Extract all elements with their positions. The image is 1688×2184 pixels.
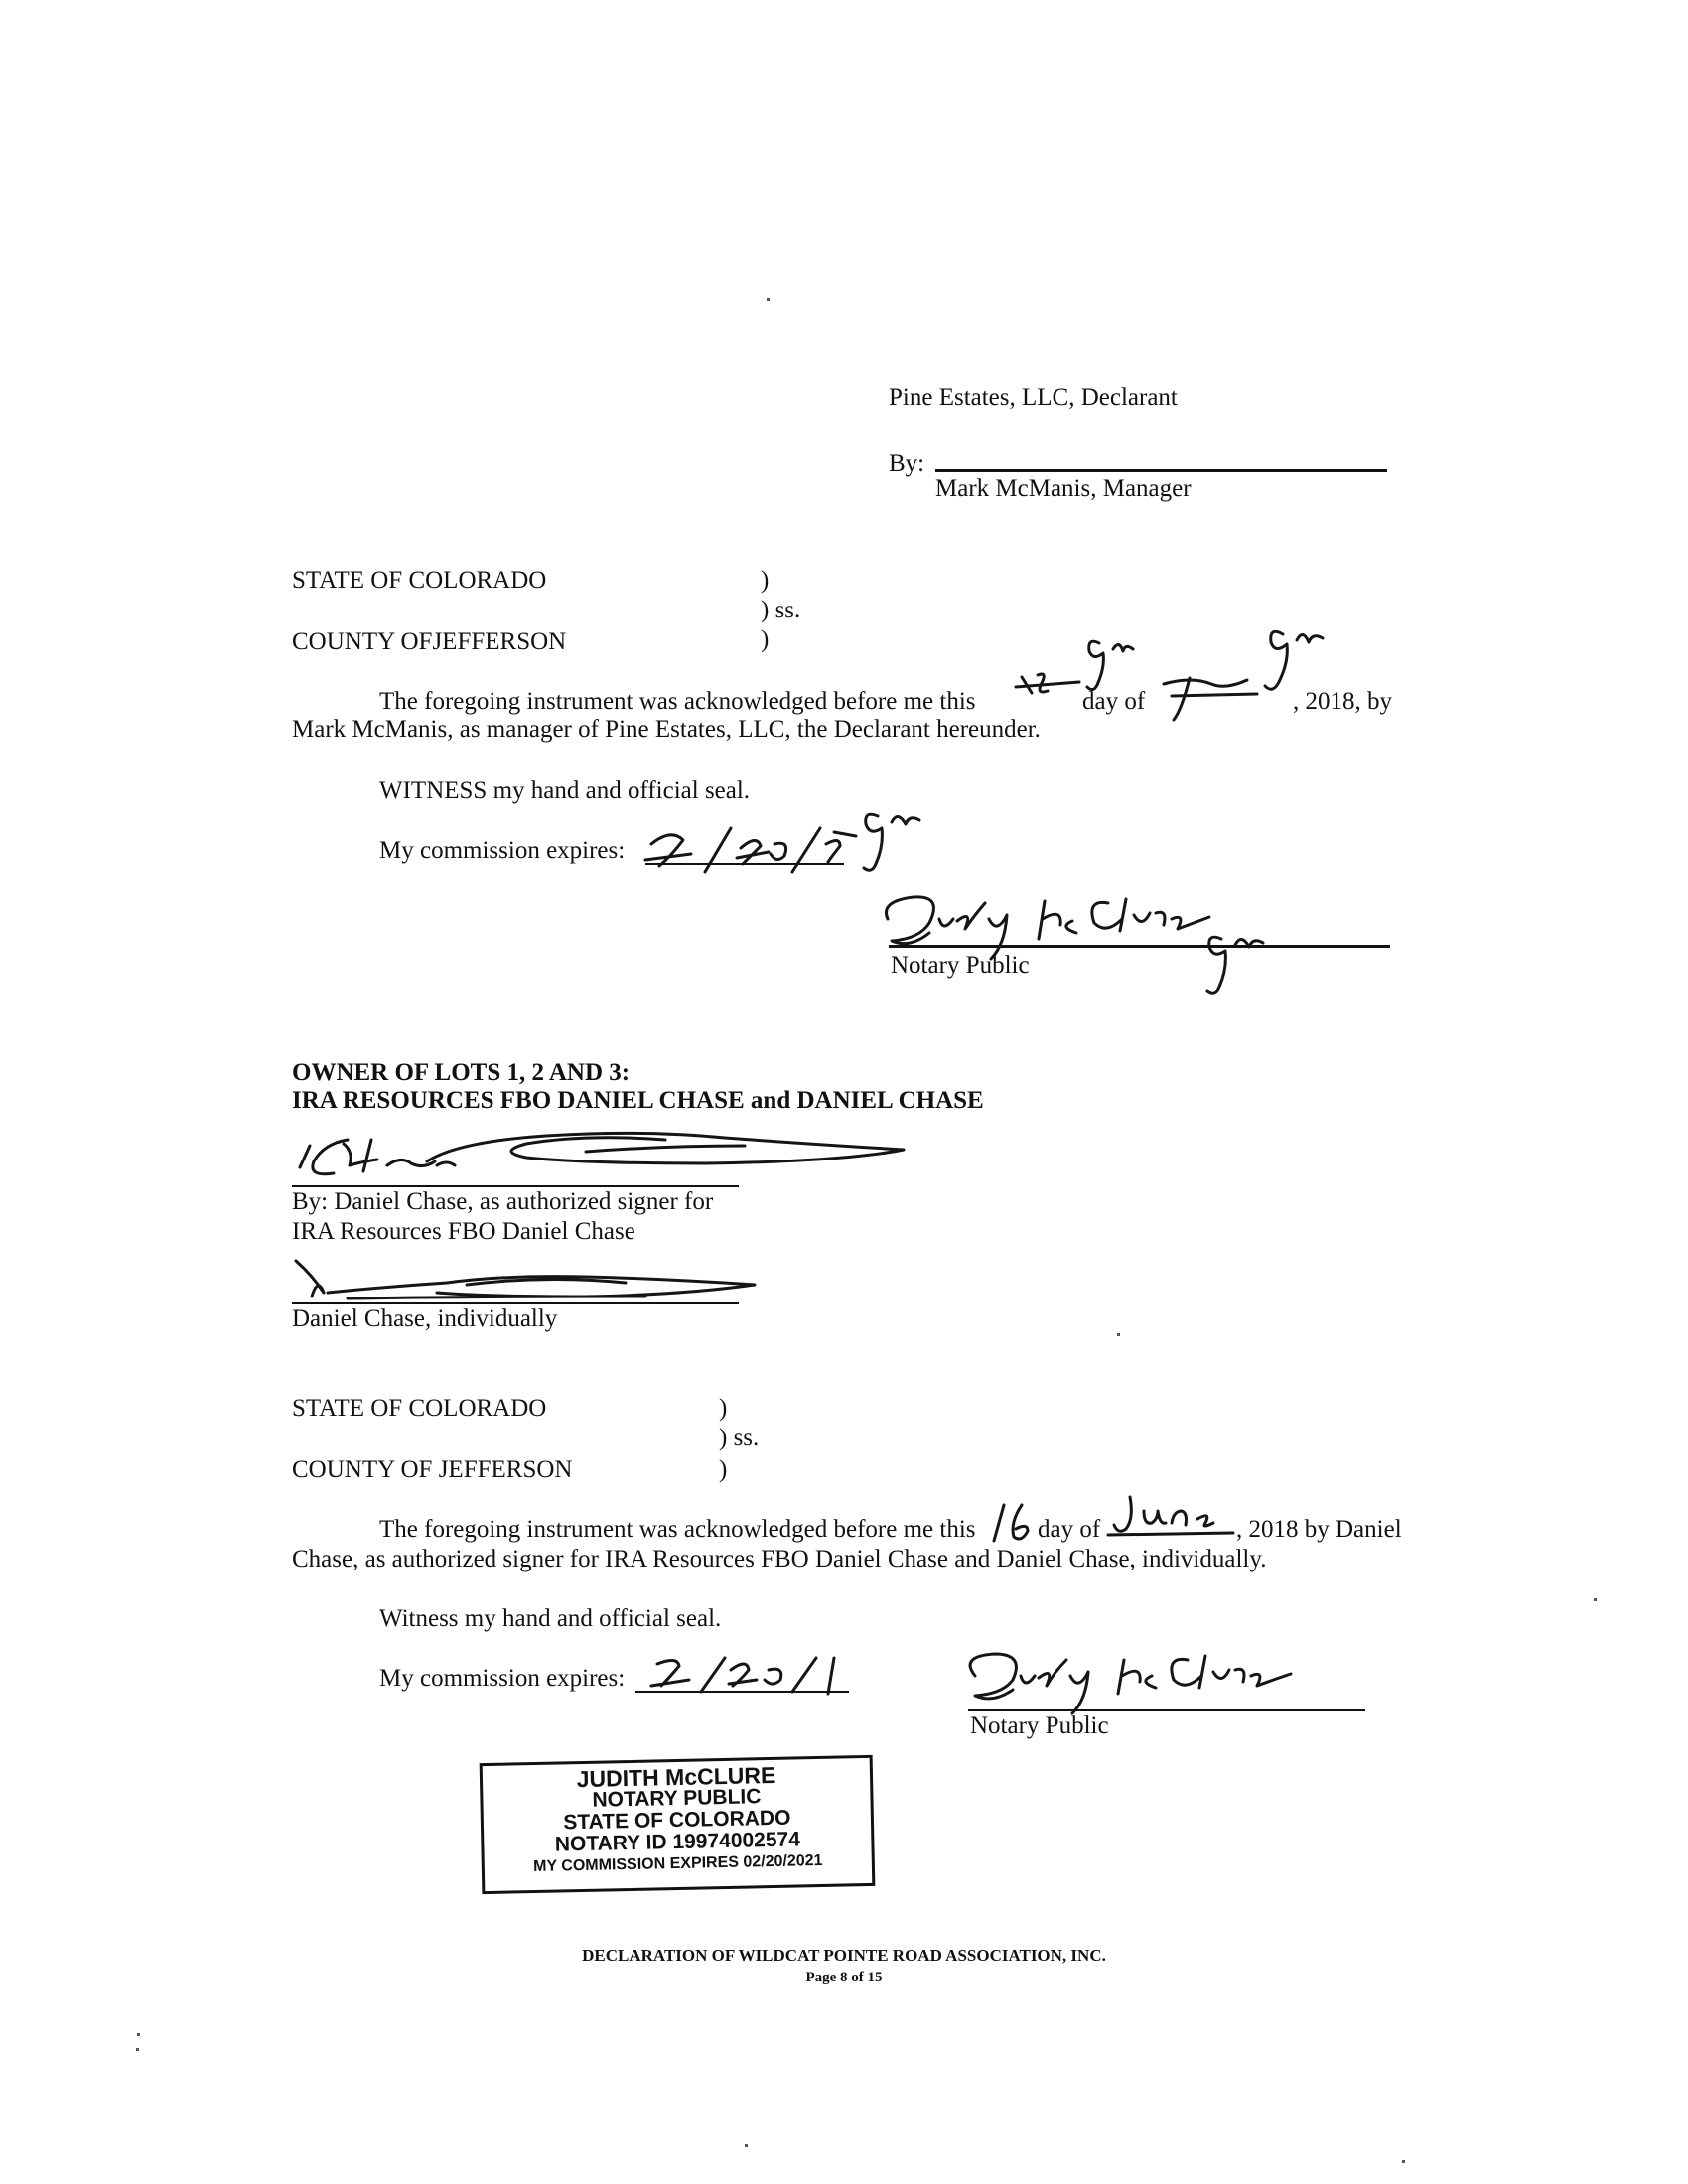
stamp-expires: MY COMMISSION EXPIRES 02/20/2021 — [532, 1851, 823, 1876]
signer-description: By: Daniel Chase, as authorized signer for — [292, 1188, 714, 1215]
owner-heading: IRA RESOURCES FBO DANIEL CHASE and DANIEL CHASE — [292, 1087, 984, 1114]
commission-expires-label: My commission expires: — [379, 837, 626, 864]
acknowledgment-text: The foregoing instrument was acknowledged before me this — [379, 1516, 976, 1543]
acknowledgment-year: , 2018 by Daniel — [1236, 1516, 1402, 1543]
handwritten-month-2 — [1104, 1489, 1243, 1549]
handwritten-initials — [854, 802, 933, 882]
stamp-title: NOTARY PUBLIC — [592, 1785, 762, 1812]
handwritten-day-1 — [1018, 635, 1167, 705]
owner-heading: OWNER OF LOTS 1, 2 AND 3: — [292, 1059, 631, 1086]
signer-description: IRA Resources FBO Daniel Chase — [292, 1218, 635, 1245]
scan-speck — [1594, 1598, 1597, 1601]
scan-speck — [745, 2144, 748, 2147]
stamp-notary-id: NOTARY ID 19974002574 — [554, 1828, 801, 1856]
footer-title: DECLARATION OF WILDCAT POINTE ROAD ASSOCIATION, INC. — [582, 1946, 1106, 1965]
stamp-state: STATE OF COLORADO — [563, 1806, 791, 1835]
acknowledgment-day-of: day of — [1038, 1516, 1101, 1543]
venue-county: COUNTY OF JEFFERSON — [292, 1456, 573, 1483]
scan-speck — [1117, 1333, 1120, 1336]
venue-paren: ) — [719, 1395, 728, 1422]
scan-speck — [767, 298, 770, 301]
acknowledgment-day-of: day of — [1082, 688, 1146, 715]
venue-state: STATE OF COLORADO — [292, 567, 547, 594]
acknowledgment-year: , 2018, by — [1293, 688, 1392, 715]
signer-description: Daniel Chase, individually — [292, 1305, 558, 1332]
witness-line: Witness my hand and official seal. — [379, 1605, 722, 1632]
handwritten-month-1 — [1152, 620, 1380, 730]
venue-paren: ) — [719, 1456, 728, 1483]
venue-paren: ) — [761, 626, 770, 653]
venue-state: STATE OF COLORADO — [292, 1395, 547, 1422]
scan-speck — [137, 2033, 140, 2036]
handwritten-day-2 — [988, 1497, 1048, 1547]
notary-stamp — [480, 1755, 876, 1894]
footer-page-number: Page 8 of 15 — [805, 1970, 883, 1985]
declarant-entity: Pine Estates, LLC, Declarant — [889, 384, 1178, 411]
scan-speck — [136, 2048, 139, 2051]
handwritten-commission-date-1 — [635, 814, 874, 884]
venue-county: COUNTY OFJEFFERSON — [292, 628, 567, 655]
notary-signature-1 — [874, 880, 1231, 969]
declarant-signer-name: Mark McManis, Manager — [935, 476, 1192, 502]
venue-ss: ) ss. — [719, 1425, 760, 1451]
declarant-signature-line — [935, 469, 1387, 472]
acknowledgment-text: Mark McManis, as manager of Pine Estates, LLC, the Declarant hereunder. — [292, 716, 1041, 743]
handwritten-commission-date-2 — [637, 1648, 866, 1707]
acknowledgment-text: Chase, as authorized signer for IRA Resources FBO Daniel Chase and Daniel Chase, individually. — [292, 1546, 1267, 1572]
venue-paren: ) — [761, 567, 770, 594]
venue-ss: ) ss. — [761, 597, 801, 623]
notary-public-label: Notary Public — [970, 1712, 1109, 1739]
notary-public-label: Notary Public — [891, 952, 1030, 979]
handwritten-initials — [1192, 927, 1281, 1007]
stamp-name: JUDITH McCLURE — [576, 1761, 776, 1793]
witness-line: WITNESS my hand and official seal. — [379, 777, 751, 804]
acknowledgment-text: The foregoing instrument was acknowledged before me this — [379, 688, 976, 715]
by-label: By: — [889, 450, 925, 477]
commission-expires-label: My commission expires: — [379, 1665, 626, 1692]
scan-speck — [1402, 2160, 1405, 2163]
